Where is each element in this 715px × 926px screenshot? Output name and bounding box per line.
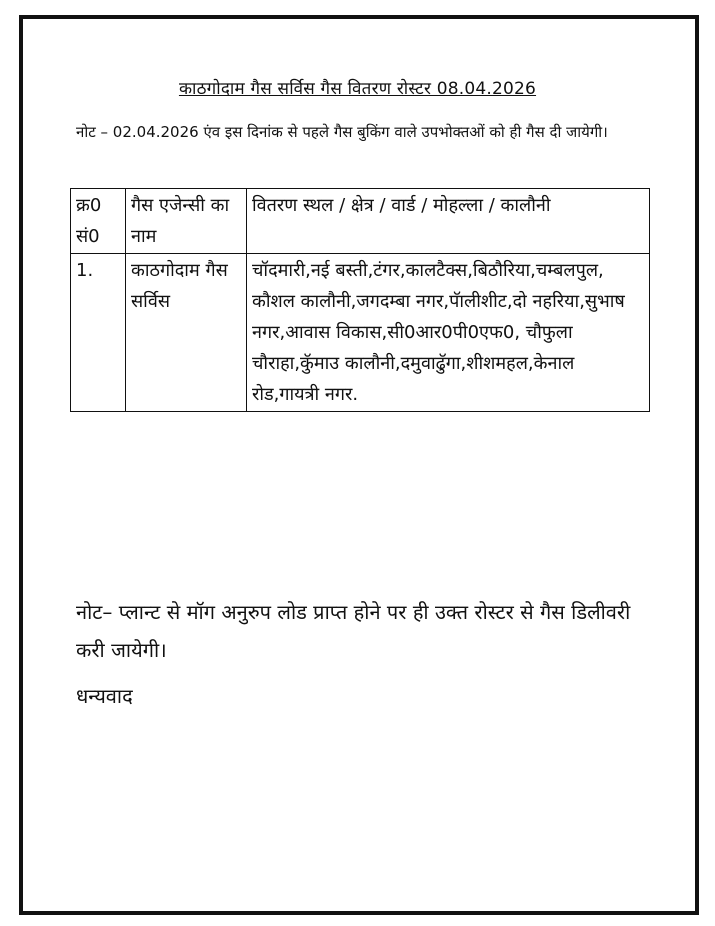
header-serial: क्र0 सं0 (71, 189, 126, 254)
header-agency: गैस एजेन्सी का नाम (126, 189, 247, 254)
header-locations: वितरण स्थल / क्षेत्र / वार्ड / मोहल्ला / कालौनी (247, 189, 650, 254)
roster-table (70, 188, 650, 412)
cell-serial: 1. (71, 254, 126, 412)
cell-locations: चॉदमारी,नई बस्ती,टंगर,कालटैक्स,बिठौरिया,चम्बलपुल, कौशल कालौनी,जगदम्बा नगर,पॅालीशीट,दो नहरिया,सुभाष नगर,आवास विकास,सी0आर0पी0एफ0, चौफुला चौराहा,कुॅमाउ कालौनी,दमुवाढुॅगा,शीशमहल,केनाल रोड,गायत्री नगर. (247, 254, 650, 412)
delivery-note: नोट– प्लान्ट से मॉग अनुरुप लोड प्राप्त होने पर ही उक्त रोस्टर से गैस डिलीवरी करी जायेगी। (76, 600, 631, 662)
page-title: काठगोदाम गैस सर्विस गैस वितरण रोस्टर 08.04.2026 (178, 79, 537, 99)
table-header-row (71, 189, 650, 254)
cell-agency: काठगोदाम गैस सर्विस (126, 254, 247, 412)
table-row (71, 254, 650, 412)
booking-note: नोट – 02.04.2026 एंव इस दिनांक से पहले गैस बुकिंग वाले उपभोक्तओं को ही गैस दी जायेगी। (76, 123, 608, 141)
closing-text: धन्यवाद (76, 684, 133, 708)
page-border (19, 15, 699, 915)
